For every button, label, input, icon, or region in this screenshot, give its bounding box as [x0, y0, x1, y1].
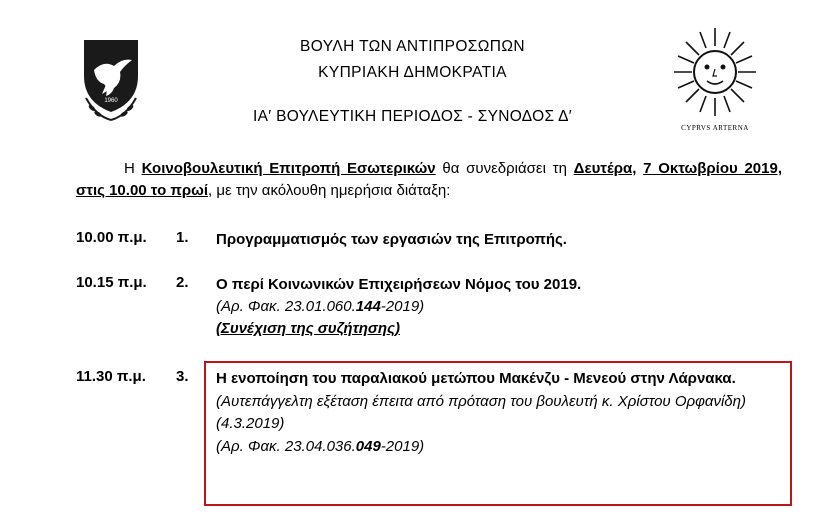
sun-face-logo [670, 22, 760, 136]
sun-logo-caption: CYPRVS ARTERNA [681, 124, 749, 132]
agenda-2-block [216, 274, 776, 340]
agenda-1-title: Προγραμματισμός των εργασιών της Επιτροπής. [216, 231, 567, 248]
intro-prefix: Η [124, 160, 142, 177]
intro-paragraph [76, 158, 782, 202]
meeting-date-time: 7 Οκτωβρίου 2019, στις 10.00 το πρωί [76, 160, 782, 199]
agenda-3-reference [216, 436, 776, 459]
agenda-1-number: 1. [176, 229, 189, 246]
agenda-2-reference [216, 296, 776, 318]
agenda-2-ref-prefix: (Αρ. Φακ. 23.01.060. [216, 298, 356, 315]
agenda-3-number: 3. [176, 368, 189, 385]
agenda-3-ref-prefix: (Αρ. Φακ. 23.04.036. [216, 437, 356, 455]
header-parliament: ΒΟΥΛΗ ΤΩΝ ΑΝΤΙΠΡΟΣΩΠΩΝ [300, 38, 525, 55]
agenda-1-time: 10.00 π.μ. [76, 229, 147, 246]
agenda-2-ref-suffix: -2019) [380, 298, 425, 315]
committee-name: Κοινοβουλευτική Επιτροπή Εσωτερικών [141, 160, 436, 177]
agenda-3-ref-suffix: -2019) [380, 437, 425, 455]
agenda-2-title: Ο περί Κοινωνικών Επιχειρήσεων Νόμος του 2019. [216, 276, 582, 293]
header-republic: ΚΥΠΡΙΑΚΗ ΔΗΜΟΚΡΑΤΙΑ [318, 64, 507, 81]
agenda-3-block [216, 368, 776, 458]
agenda-3-time: 11.30 π.μ. [76, 368, 146, 385]
agenda-3-detail: (Αυτεπάγγελτη εξέταση έπειτα από πρόταση του βουλευτή κ. Χρίστου Ορφανίδη) [216, 392, 746, 410]
agenda-3-ref-number: 049 [355, 437, 381, 455]
agenda-2-number: 2. [176, 274, 189, 291]
agenda-2-ref-number: 144 [355, 298, 381, 315]
agenda-3-date: (4.3.2019) [216, 415, 285, 432]
agenda-2-time: 10.15 π.μ. [76, 274, 147, 291]
intro-middle: θα συνεδριάσει τη [435, 160, 574, 177]
agenda-2-note: (Συνέχιση της συζήτησης) [216, 320, 400, 337]
intro-suffix: , με την ακόλουθη ημερήσια διάταξη: [208, 182, 451, 199]
agenda-3-title: Η ενοποίηση του παραλιακού μετώπου Μακένζυ - Μενεού στην Λάρνακα. [216, 370, 736, 387]
header-session: ΙΑ′ ΒΟΥΛΕΥΤΙΚΗ ΠΕΡΙΟΔΟΣ - ΣΥΝΟΔΟΣ Δ′ [253, 108, 572, 125]
svg-text:1960: 1960 [104, 98, 118, 104]
meeting-day: Δευτέρα, [573, 160, 637, 177]
